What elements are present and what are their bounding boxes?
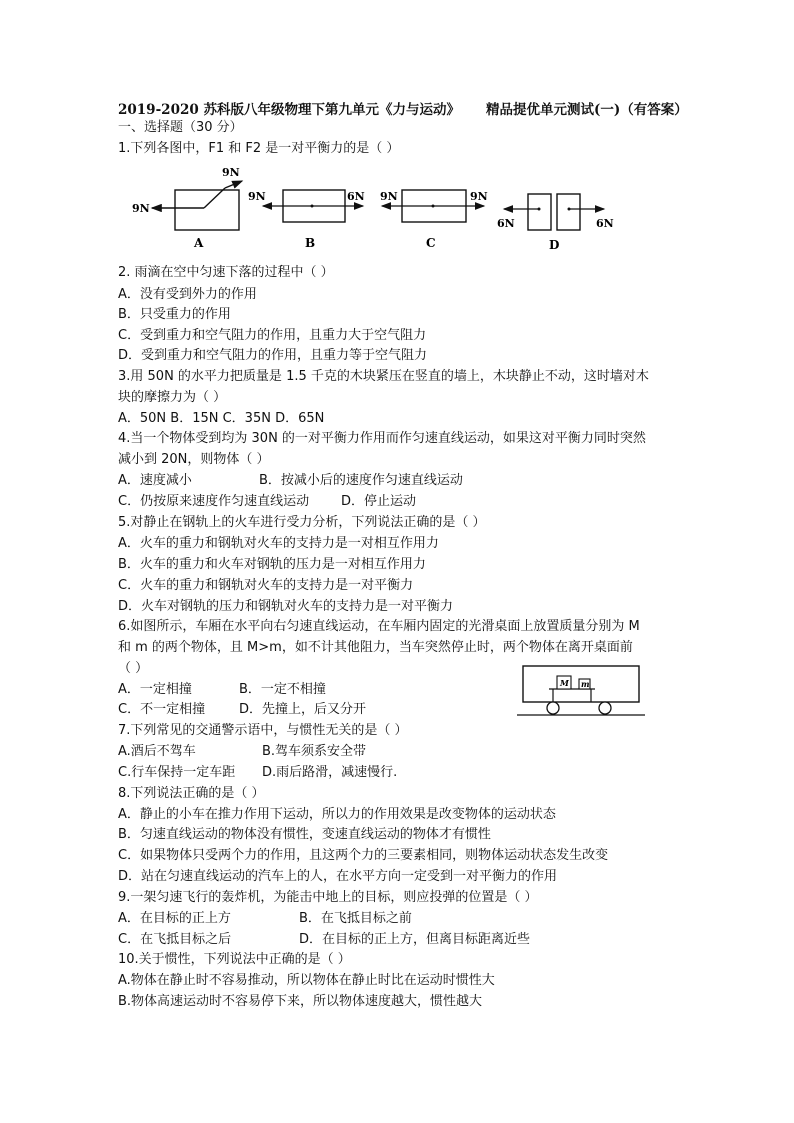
wheel-left xyxy=(547,702,559,714)
q9-option-c: C．在飞抵目标之后 xyxy=(118,932,232,947)
q6-train-car-diagram xyxy=(517,664,647,720)
q6-option-b: B．一定不相撞 xyxy=(239,682,326,697)
q8-option-a: A．静止的小车在推力作用下运动，所以力的作用效果是改变物体的运动状态 xyxy=(118,807,556,822)
section-heading: 一、选择题（30 分） xyxy=(118,120,243,135)
diagram-a-arrow-diag-upper xyxy=(225,181,242,188)
block-M-label: M xyxy=(560,678,569,688)
q7-option-a: A.酒后不驾车 xyxy=(118,744,196,759)
q1-stem: 1.下列各图中，F1 和 F2 是一对平衡力的是（ ） xyxy=(118,141,400,156)
diagram-d-box-left xyxy=(528,194,551,230)
q2-option-d: D．受到重力和空气阻力的作用，且重力等于空气阻力 xyxy=(118,348,428,363)
diagram-a-left-force: 9N xyxy=(132,202,150,215)
q2-stem: 2. 雨滴在空中匀速下落的过程中（ ） xyxy=(118,265,334,280)
diagram-d-label: D xyxy=(549,238,560,252)
q7-options-row-2 xyxy=(118,764,397,782)
q6-stem-2: 和 m 的两个物体，且 M>m，如不计其他阻力，当车突然停止时，两个物体在离开桌面前 xyxy=(118,640,633,655)
q5-stem: 5.对静止在钢轨上的火车进行受力分析，下列说法正确的是（ ） xyxy=(118,515,486,530)
q9-stem: 9.一架匀速飞行的轰炸机，为能击中地上的目标，则应投弹的位置是（ ） xyxy=(118,890,538,905)
q7-option-b: B.驾车须系安全带 xyxy=(262,744,367,759)
q6-stem-3: （ ） xyxy=(118,661,149,676)
diagram-a-box xyxy=(175,190,239,230)
diagram-a-diag-force: 9N xyxy=(222,166,240,179)
q9-option-d: D．在目标的正上方，但离目标距离近些 xyxy=(299,932,531,947)
q8-option-c: C．如果物体只受两个力的作用，且这两个力的三要素相同，则物体运动状态发生改变 xyxy=(118,848,609,863)
q2-option-c: C．受到重力和空气阻力的作用，且重力大于空气阻力 xyxy=(118,328,427,343)
q9-option-b: B．在飞抵目标之前 xyxy=(299,911,412,926)
q5-option-c: C．火车的重力和钢轨对火车的支持力是一对平衡力 xyxy=(118,578,414,593)
diagram-b-label: B xyxy=(305,236,316,250)
q8-option-b: B．匀速直线运动的物体没有惯性，变速直线运动的物体才有惯性 xyxy=(118,827,491,842)
diagram-c-left-force: 9N xyxy=(380,190,398,203)
q7-stem: 7.下列常见的交通警示语中，与惯性无关的是（ ） xyxy=(118,723,408,738)
q4-stem-2: 减小到 20N，则物体（ ） xyxy=(118,452,270,467)
q6-stem-1: 6.如图所示，车厢在水平向右匀速直线运动，在车厢内固定的光滑桌面上放置质量分别为 M xyxy=(118,619,640,634)
diagram-a-arrow-diag-lower xyxy=(204,188,225,208)
q2-option-a: A．没有受到外力的作用 xyxy=(118,287,257,302)
q8-option-d: D．站在匀速直线运动的汽车上的人，在水平方向一定受到一对平衡力的作用 xyxy=(118,869,558,884)
diagram-d-right-force: 6N xyxy=(596,217,614,230)
q9-options-row-1 xyxy=(118,910,412,928)
q4-options-row-1 xyxy=(118,472,463,490)
q5-option-b: B．火车的重力和火车对钢轨的压力是一对相互作用力 xyxy=(118,557,426,572)
q5-option-d: D．火车对钢轨的压力和钢轨对火车的支持力是一对平衡力 xyxy=(118,599,454,614)
q6-option-c: C．不一定相撞 xyxy=(118,702,206,717)
q6-options-row-2 xyxy=(118,701,366,719)
q9-option-a: A．在目标的正上方 xyxy=(118,911,231,926)
q3-stem-1: 3.用 50N 的水平力把质量是 1.5 千克的木块紧压在竖直的墙上，木块静止不动，这时墙对木 xyxy=(118,369,649,384)
diagram-a-label: A xyxy=(194,236,204,250)
diagram-b-left-force: 9N xyxy=(248,190,266,203)
q10-stem: 10.关于惯性，下列说法中正确的是（ ） xyxy=(118,952,351,967)
q4-option-d: D．停止运动 xyxy=(341,494,417,509)
title-left: 2019-2020 苏科版八年级物理下第九单元《力与运动》 xyxy=(118,102,460,118)
q3-stem-2: 块的摩擦力为（ ） xyxy=(118,390,227,405)
q10-option-a: A.物体在静止时不容易推动，所以物体在静止时比在运动时惯性大 xyxy=(118,973,495,988)
q4-option-b: B．按减小后的速度作匀速直线运动 xyxy=(259,473,463,488)
q5-option-a: A．火车的重力和钢轨对火车的支持力是一对相互作用力 xyxy=(118,536,439,551)
q6-option-d: D．先撞上，后又分开 xyxy=(239,702,367,717)
q7-option-c: C.行车保持一定车距 xyxy=(118,765,236,780)
diagram-b-right-force: 6N xyxy=(347,190,365,203)
q7-option-d: D.雨后路滑，减速慢行. xyxy=(262,765,398,780)
diagram-c-label: C xyxy=(426,236,436,250)
q6-option-a: A．一定相撞 xyxy=(118,682,192,697)
diagram-c-right-force: 9N xyxy=(470,190,488,203)
q10-option-b: B.物体高速运动时不容易停下来，所以物体速度越大，惯性越大 xyxy=(118,994,483,1009)
q2-option-b: B．只受重力的作用 xyxy=(118,307,231,322)
q9-options-row-2 xyxy=(118,931,530,949)
q6-options-row-1 xyxy=(118,681,326,699)
diagram-d-left-force: 6N xyxy=(497,217,515,230)
q3-options: A．50N B．15N C．35N D．65N xyxy=(118,411,325,426)
diagram-d-box-right xyxy=(557,194,580,230)
q4-options-row-2 xyxy=(118,493,416,511)
wheel-right xyxy=(599,702,611,714)
title-right: 精品提优单元测试(一)（有答案） xyxy=(485,102,688,118)
q7-options-row-1 xyxy=(118,743,366,761)
q4-stem-1: 4.当一个物体受到均为 30N 的一对平衡力作用而作匀速直线运动，如果这对平衡力同时突然 xyxy=(118,431,646,446)
q8-stem: 8.下列说法正确的是（ ） xyxy=(118,786,265,801)
block-m-label: m xyxy=(581,679,590,689)
q4-option-c: C．仍按原来速度作匀速直线运动 xyxy=(118,494,310,509)
q4-option-a: A．速度减小 xyxy=(118,473,192,488)
q1-force-diagrams xyxy=(118,163,638,253)
page-title xyxy=(118,98,688,118)
